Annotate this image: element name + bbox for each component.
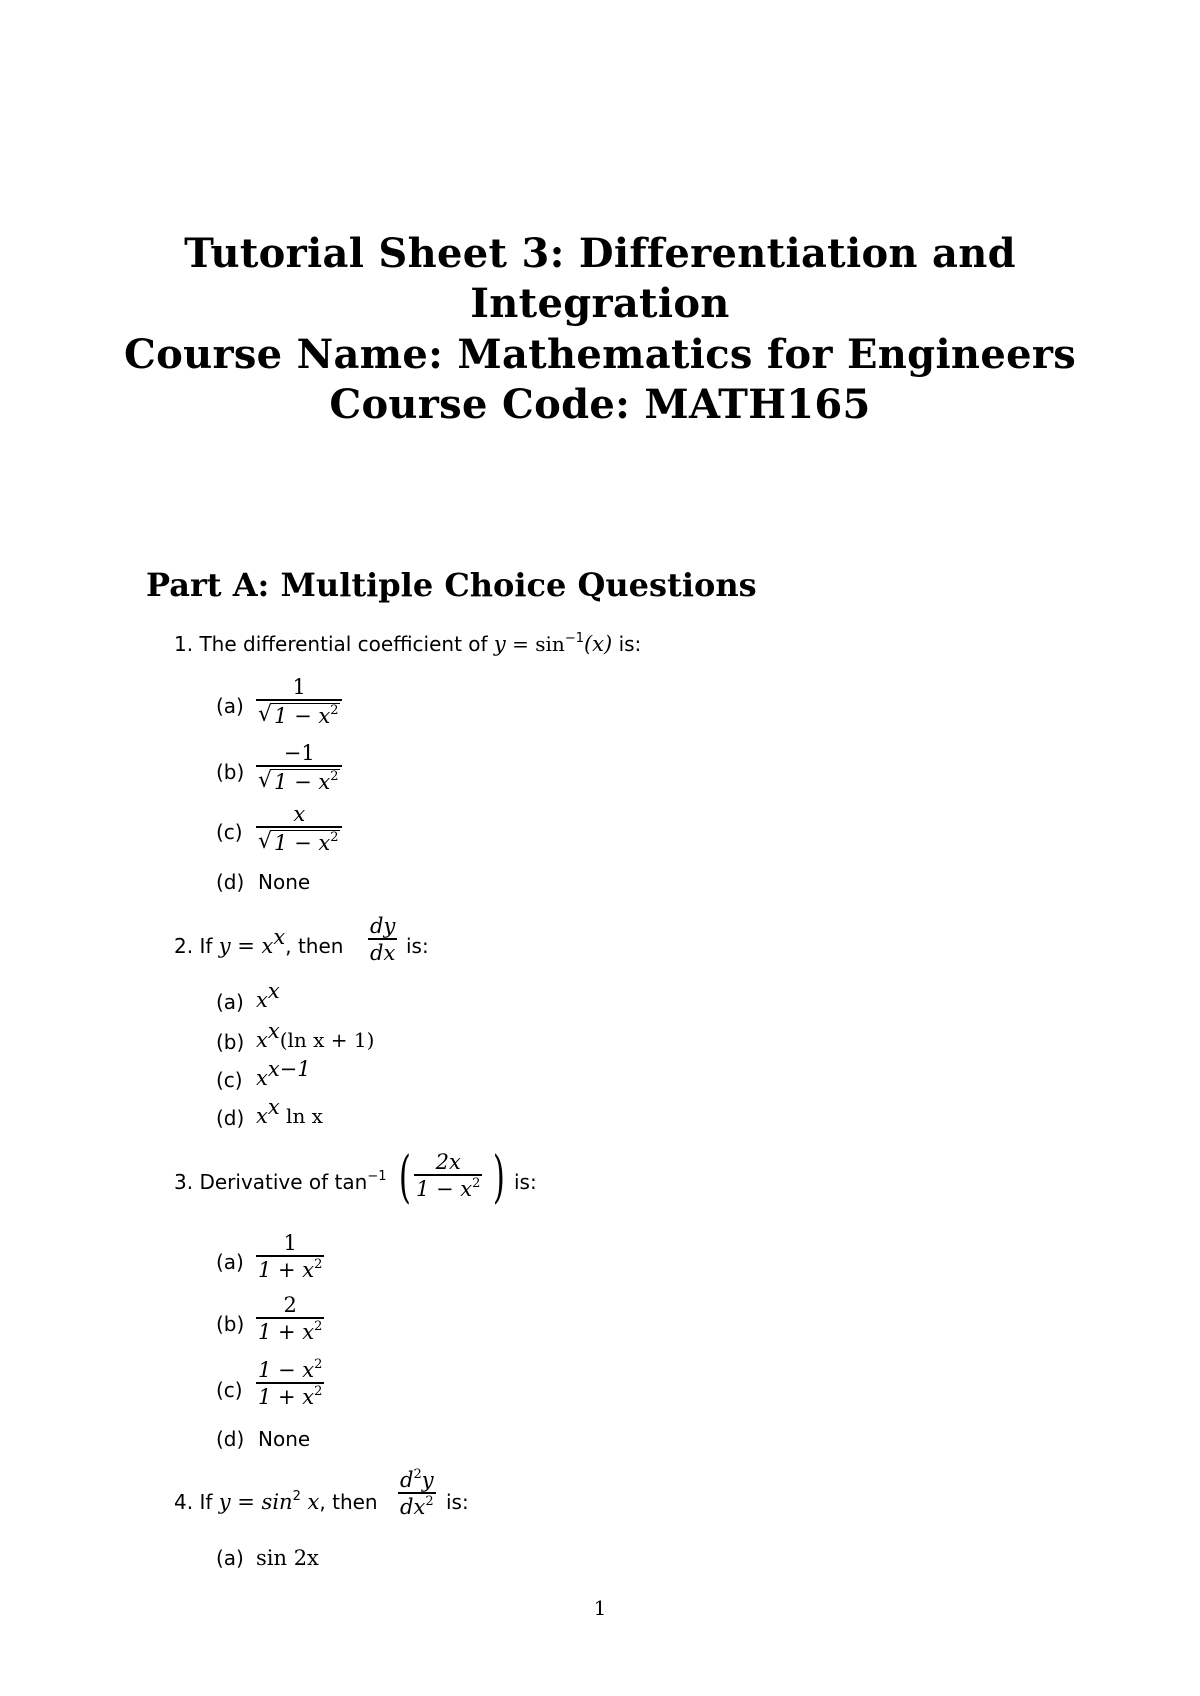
question-number: 1.	[174, 632, 194, 656]
question-3-suffix: is:	[514, 1170, 537, 1194]
option-fraction: $1 - x^2$ $1 + x^2$	[258, 1357, 323, 1409]
question-3: 3. Derivative of $\tan^{-1}$	[174, 1169, 387, 1194]
question-number: 4.	[174, 1490, 194, 1514]
question-1: 1. The differential coefficient of $y = \sin^{-1}(x)$ is:	[174, 631, 642, 656]
question-number: 3.	[174, 1170, 194, 1194]
option-fraction: 1 √ $1 - x^2$	[256, 675, 342, 728]
option-expression: $x^x$	[256, 979, 280, 1012]
option-label: (c)	[216, 1068, 243, 1092]
option-fraction: 2 $1 + x^2$	[258, 1293, 323, 1344]
question-2-suffix: is:	[406, 934, 429, 958]
option-fraction: 1 $1 + x^2$	[258, 1231, 323, 1282]
option-label: (b)	[216, 1030, 245, 1054]
option-expression: $x^x(\ln$ x + 1)	[256, 1019, 375, 1052]
option-text: None	[258, 870, 311, 894]
option-label: (a)	[216, 990, 244, 1014]
option-fraction: x √ $1 - x^2$	[256, 802, 342, 855]
course-code: Course Code: MATH165	[329, 381, 871, 428]
right-paren: )	[492, 1145, 505, 1210]
option-label: (a)	[216, 694, 244, 718]
option-expression: $x^x$ ln x	[256, 1095, 323, 1128]
option-label: (b)	[216, 760, 245, 784]
question-2-fraction: dy dx	[370, 914, 396, 965]
option-label: (a)	[216, 1250, 244, 1274]
page-number: 1	[593, 1596, 607, 1620]
question-4: 4. If $y = \sin^2 x$, then	[174, 1489, 378, 1514]
left-paren: (	[398, 1145, 411, 1210]
option-text: None	[258, 1427, 311, 1451]
section-heading-part-a: Part A: Multiple Choice Questions	[146, 566, 757, 604]
option-label: (b)	[216, 1312, 245, 1336]
option-label: (d)	[216, 1427, 245, 1451]
title-line-1: Tutorial Sheet 3: Differentiation and	[184, 230, 1016, 277]
question-2: 2. If $y = x^x$, then	[174, 925, 344, 958]
question-4-fraction: $d^2y$ $dx^2$	[400, 1467, 434, 1519]
question-text: The differential coefficient of	[199, 632, 494, 656]
course-name: Course Name: Mathematics for Engineers	[123, 331, 1077, 378]
question-number: 2.	[174, 934, 194, 958]
option-expression: sin 2x	[256, 1546, 319, 1570]
option-expression: $x^{x-1}$	[256, 1057, 311, 1090]
option-label: (a)	[216, 1546, 244, 1570]
option-label: (c)	[216, 820, 243, 844]
option-label: (d)	[216, 1106, 245, 1130]
option-label: (d)	[216, 870, 245, 894]
option-label: (c)	[216, 1378, 243, 1402]
title-line-2: Integration	[470, 280, 730, 327]
question-4-suffix: is:	[446, 1490, 469, 1514]
question-3-fraction: 2x $1 - x^2$	[416, 1150, 481, 1201]
option-fraction: −1 √ $1 - x^2$	[256, 741, 342, 794]
